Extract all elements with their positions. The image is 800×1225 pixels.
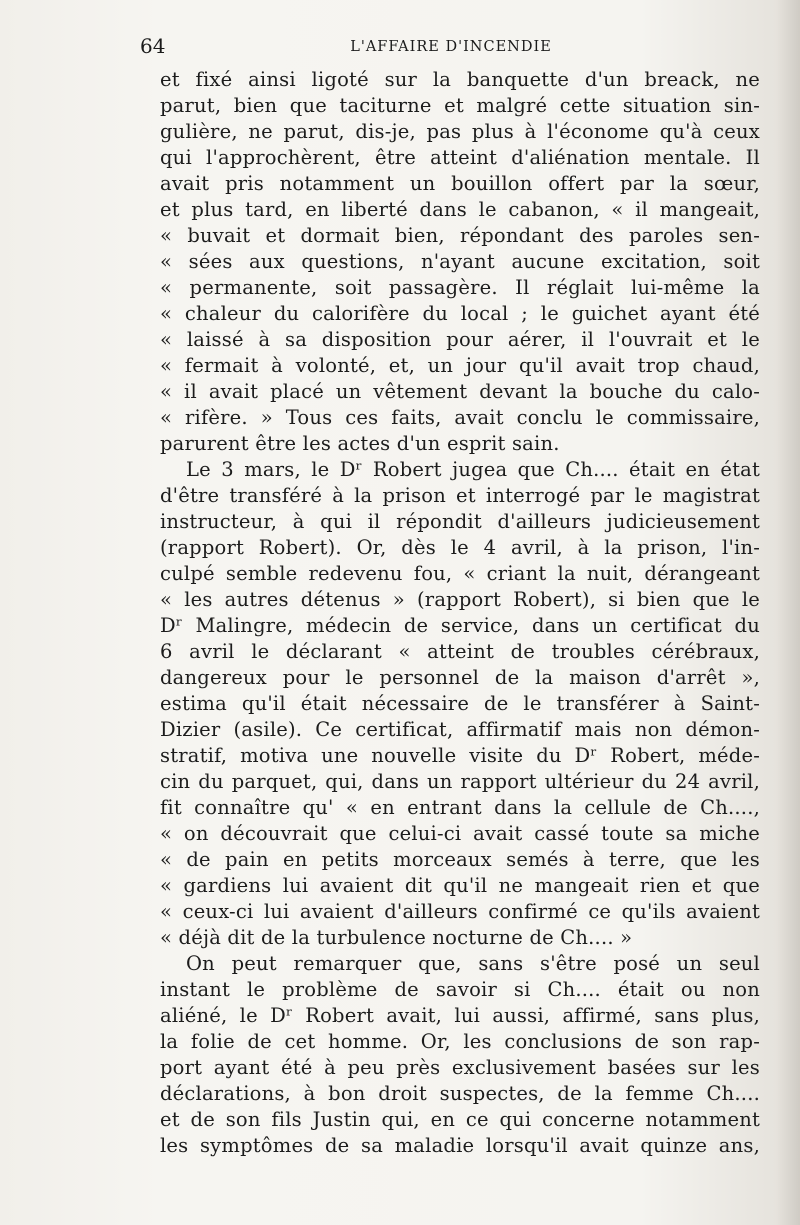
text-line: « ceux-ci lui avaient d'ailleurs confirmé ce qu'ils avaient: [160, 900, 760, 923]
text-line: et fixé ainsi ligoté sur la banquette d'un breack, ne: [160, 68, 760, 91]
text-line: dangereux pour le personnel de la maison d'arrêt »,: [160, 666, 760, 689]
text-line: « de pain en petits morceaux semés à terre, que les: [160, 848, 760, 871]
text-line: Le 3 mars, le Dʳ Robert jugea que Ch.... était en état: [186, 458, 760, 481]
text-line: « permanente, soit passagère. Il réglait lui-même la: [160, 276, 760, 299]
page-header: [140, 34, 762, 58]
text-line: fit connaître qu' « en entrant dans la cellule de Ch....,: [160, 796, 760, 819]
text-line: « on découvrait que celui-ci avait cassé toute sa miche: [160, 822, 760, 845]
text-line: On peut remarquer que, sans s'être posé un seul: [186, 952, 760, 975]
text-line: « buvait et dormait bien, répondant des paroles sen-: [160, 224, 760, 247]
text-line: gulière, ne parut, dis-je, pas plus à l'économe qu'à ceux: [160, 120, 760, 143]
text-line: déclarations, à bon droit suspectes, de la femme Ch....: [160, 1082, 760, 1105]
text-line: port ayant été à peu près exclusivement basées sur les: [160, 1056, 760, 1079]
text-line: « les autres détenus » (rapport Robert), si bien que le: [160, 588, 760, 611]
text-line: Dʳ Malingre, médecin de service, dans un certificat du: [160, 614, 760, 637]
text-line: stratif, motiva une nouvelle visite du Dʳ Robert, méde-: [160, 744, 760, 767]
text-line: « fermait à volonté, et, un jour qu'il avait trop chaud,: [160, 354, 760, 377]
text-line: culpé semble redevenu fou, « criant la nuit, dérangeant: [160, 562, 760, 585]
text-line: « déjà dit de la turbulence nocturne de Ch.... »: [160, 926, 633, 949]
text-line: qui l'approchèrent, être atteint d'aliénation mentale. Il: [160, 146, 760, 169]
text-line: instructeur, à qui il répondit d'ailleurs judicieusement: [160, 510, 760, 533]
text-line: « sées aux questions, n'ayant aucune excitation, soit: [160, 250, 760, 273]
text-line: la folie de cet homme. Or, les conclusions de son rap-: [160, 1030, 760, 1053]
text-line: parurent être les actes d'un esprit sain.: [160, 432, 560, 455]
text-line: parut, bien que taciturne et malgré cette situation sin-: [160, 94, 760, 117]
running-head: L'AFFAIRE D'INCENDIE: [350, 39, 552, 55]
text-line: d'être transféré à la prison et interrogé par le magistrat: [160, 484, 760, 507]
text-line: estima qu'il était nécessaire de le transférer à Saint-: [160, 692, 760, 715]
text-line: cin du parquet, qui, dans un rapport ultérieur du 24 avril,: [160, 770, 760, 793]
text-line: avait pris notamment un bouillon offert par la sœur,: [160, 172, 760, 195]
page-number: 64: [140, 34, 166, 58]
text-line: instant le problème de savoir si Ch.... était ou non: [160, 978, 760, 1001]
text-line: « gardiens lui avaient dit qu'il ne mangeait rien et que: [160, 874, 760, 897]
text-line: et de son fils Justin qui, en ce qui concerne notamment: [160, 1108, 760, 1131]
text-line: « il avait placé un vêtement devant la bouche du calo-: [160, 380, 760, 403]
text-line: (rapport Robert). Or, dès le 4 avril, à la prison, l'in-: [160, 536, 760, 559]
text-line: aliéné, le Dʳ Robert avait, lui aussi, affirmé, sans plus,: [160, 1004, 760, 1027]
text-line: les symptômes de sa maladie lorsqu'il avait quinze ans,: [160, 1134, 760, 1157]
text-line: 6 avril le déclarant « atteint de troubles cérébraux,: [160, 640, 760, 663]
text-line: « chaleur du calorifère du local ; le guichet ayant été: [160, 302, 760, 325]
text-line: « laissé à sa disposition pour aérer, il l'ouvrait et le: [160, 328, 760, 351]
text-line: « rifère. » Tous ces faits, avait conclu le commissaire,: [160, 406, 760, 429]
text-line: Dizier (asile). Ce certificat, affirmatif mais non démon-: [160, 718, 760, 741]
text-line: et plus tard, en liberté dans le cabanon, « il mangeait,: [160, 198, 760, 221]
